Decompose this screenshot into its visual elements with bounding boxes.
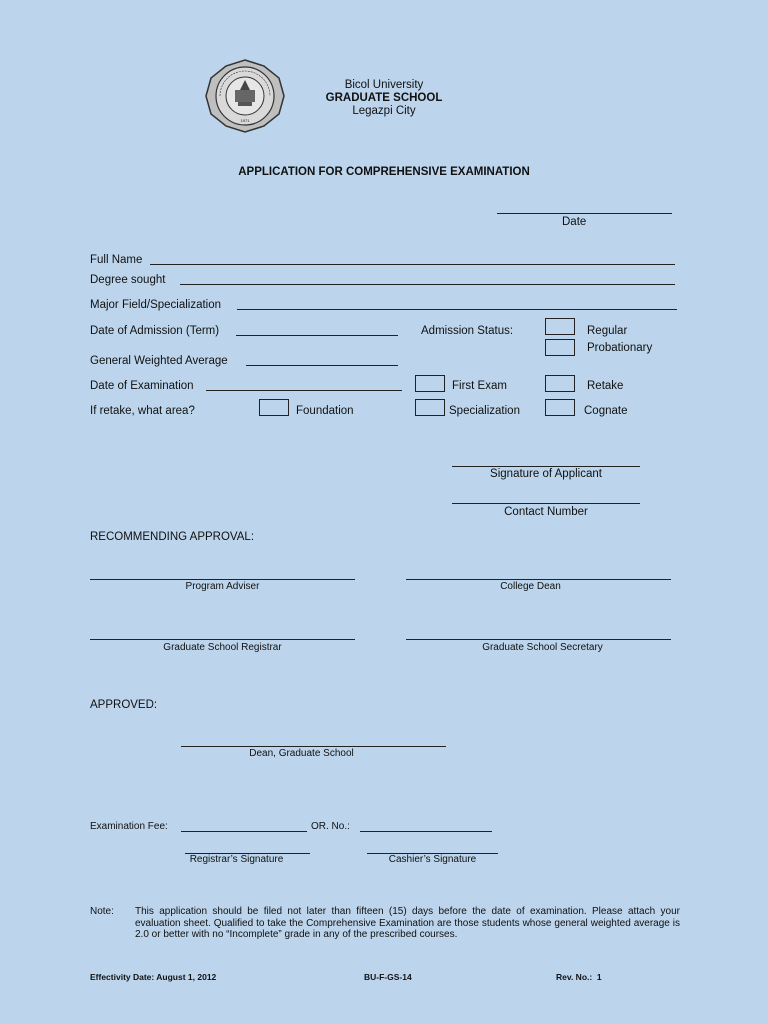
contact-number-field[interactable] [452, 503, 640, 504]
contact-number-label: Contact Number [504, 506, 588, 518]
form-title: APPLICATION FOR COMPREHENSIVE EXAMINATION [238, 166, 530, 178]
program-adviser-signature[interactable] [90, 579, 355, 580]
exam-date-label: Date of Examination [90, 380, 194, 392]
school-name: GRADUATE SCHOOL [325, 92, 443, 104]
college-dean-label: College Dean [500, 581, 561, 592]
secretary-signature[interactable] [406, 639, 671, 640]
approved-heading: APPROVED: [90, 699, 158, 711]
secretary-label: Graduate School Secretary [482, 642, 603, 653]
cognate-checkbox[interactable] [545, 399, 575, 416]
regular-checkbox[interactable] [545, 318, 575, 335]
regular-label: Regular [587, 325, 628, 337]
city-name: Legazpi City [352, 105, 416, 117]
or-no-field[interactable] [360, 831, 492, 832]
registrar-fee-label: Registrar’s Signature [189, 854, 284, 865]
date-field[interactable] [497, 213, 672, 214]
university-seal [204, 58, 286, 134]
dean-label: Dean, Graduate School [249, 748, 354, 759]
date-label: Date [562, 216, 587, 228]
registrar-label: Graduate School Registrar [163, 642, 282, 653]
note-label: Note: [90, 906, 114, 917]
full-name-field[interactable] [150, 264, 675, 265]
exam-fee-label: Examination Fee: [90, 821, 168, 832]
or-no-label: OR. No.: [311, 821, 350, 832]
program-adviser-label: Program Adviser [185, 581, 260, 592]
registrar-signature[interactable] [90, 639, 355, 640]
gwa-field[interactable] [246, 365, 398, 366]
cognate-label: Cognate [584, 405, 628, 417]
retake-area-label: If retake, what area? [90, 405, 195, 417]
probationary-label: Probationary [587, 342, 653, 354]
exam-fee-field[interactable] [181, 831, 307, 832]
degree-label: Degree sought [90, 274, 166, 286]
recommending-heading: RECOMMENDING APPROVAL: [90, 531, 255, 543]
applicant-signature-label: Signature of Applicant [490, 468, 602, 480]
university-name: Bicol University [344, 79, 424, 91]
probationary-checkbox[interactable] [545, 339, 575, 356]
admission-date-label: Date of Admission (Term) [90, 325, 220, 337]
admission-status-label: Admission Status: [421, 325, 514, 337]
svg-text:1971: 1971 [240, 118, 250, 123]
major-field[interactable] [237, 309, 677, 310]
first-exam-checkbox[interactable] [415, 375, 445, 392]
dean-signature[interactable] [181, 746, 446, 747]
foundation-checkbox[interactable] [259, 399, 289, 416]
gwa-label: General Weighted Average [90, 355, 228, 367]
revision-number: Rev. No.: 1 [556, 972, 602, 982]
form-code: BU-F-GS-14 [364, 972, 412, 982]
note-text: This application should be filed not later than fifteen (15) days before the date of examination. Please attach your evaluation sheet. Qualified to take the Comprehensive Examination are those students whose general weighted average is 2.0 or better with no “Incomplete” grade in any of the prescribed courses. [135, 906, 680, 940]
retake-checkbox[interactable] [545, 375, 575, 392]
major-label: Major Field/Specialization [90, 299, 222, 311]
foundation-label: Foundation [296, 405, 354, 417]
effectivity-date: Effectivity Date: August 1, 2012 [90, 972, 217, 982]
admission-date-field[interactable] [236, 335, 398, 336]
specialization-label: Specialization [449, 405, 520, 417]
applicant-signature-field[interactable] [452, 466, 640, 467]
specialization-checkbox[interactable] [415, 399, 445, 416]
cashier-label: Cashier’s Signature [388, 854, 477, 865]
college-dean-signature[interactable] [406, 579, 671, 580]
full-name-label: Full Name [90, 254, 143, 266]
degree-field[interactable] [180, 284, 675, 285]
exam-date-field[interactable] [206, 390, 402, 391]
retake-label: Retake [587, 380, 624, 392]
first-exam-label: First Exam [452, 380, 507, 392]
